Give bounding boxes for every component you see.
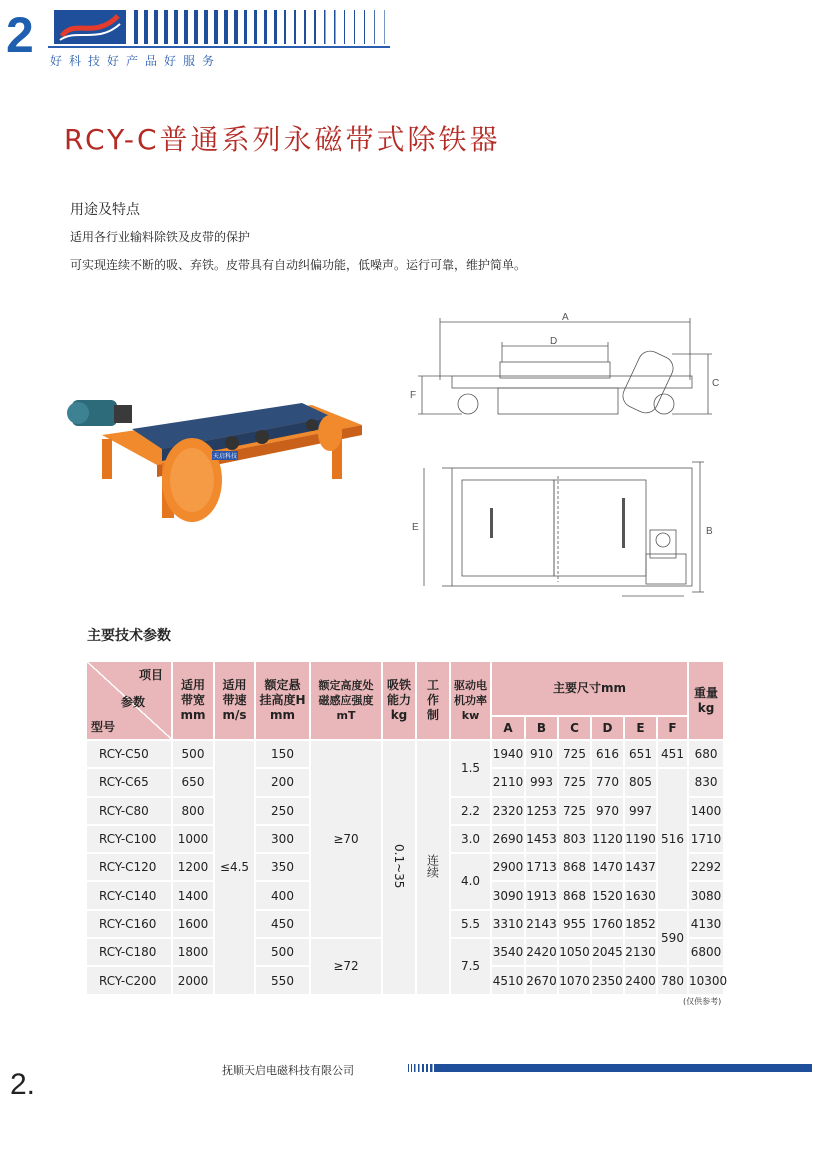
cell-c: 1070 <box>558 966 591 994</box>
table-row <box>86 740 724 768</box>
footer-page-number: 2. <box>10 1068 36 1101</box>
cell-a: 3310 <box>491 910 525 938</box>
cell-model: RCY-C50 <box>86 740 172 768</box>
dim-label-e: E <box>412 522 419 533</box>
header-dim-e: E <box>624 716 657 740</box>
header-model: 型号 <box>91 720 116 734</box>
dim-label-b: B <box>706 526 713 537</box>
cell-d: 1470 <box>591 853 624 881</box>
cell-b: 910 <box>525 740 558 768</box>
cell-motor-4: 4.0 <box>450 853 491 910</box>
cell-height: 400 <box>255 881 310 909</box>
header-dim-a: A <box>491 716 525 740</box>
cell-e: 1852 <box>624 910 657 938</box>
table-heading: 主要技术参数 <box>87 628 171 644</box>
feature-line-2: 可实现连续不断的吸、弃铁。皮带具有自动纠偏功能，低噪声。运行可靠，维护简单。 <box>70 258 527 272</box>
header-capacity: 吸铁 能力 kg <box>382 661 416 740</box>
cell-weight: 3080 <box>688 881 724 909</box>
cell-d: 970 <box>591 797 624 825</box>
cell-weight: 1710 <box>688 825 724 853</box>
cell-e: 805 <box>624 768 657 796</box>
cell-height: 550 <box>255 966 310 994</box>
dim-label-f: F <box>410 390 417 401</box>
top-view-drawing <box>402 458 727 603</box>
cell-height: 350 <box>255 853 310 881</box>
cell-work <box>416 740 450 995</box>
header-stripes <box>130 10 390 44</box>
header-slogan: 好科技好产品好服务 <box>50 54 222 68</box>
dim-label-d: D <box>550 336 558 347</box>
cell-c: 725 <box>558 797 591 825</box>
cell-e: 1630 <box>624 881 657 909</box>
cell-motor-5: 5.5 <box>450 910 491 938</box>
cell-motor-1: 1.5 <box>450 740 491 797</box>
cell-motor-6: 7.5 <box>450 938 491 995</box>
cell-d: 1520 <box>591 881 624 909</box>
cell-e: 1437 <box>624 853 657 881</box>
cell-e: 2400 <box>624 966 657 994</box>
cell-height: 250 <box>255 797 310 825</box>
cell-width: 1800 <box>172 938 214 966</box>
cell-a: 3090 <box>491 881 525 909</box>
cell-e: 1190 <box>624 825 657 853</box>
cell-model: RCY-C100 <box>86 825 172 853</box>
cell-a: 2900 <box>491 853 525 881</box>
cell-c: 725 <box>558 768 591 796</box>
cell-c: 1050 <box>558 938 591 966</box>
cell-speed: ≤4.5 <box>214 740 255 995</box>
header-belt-width: 适用 带宽 mm <box>172 661 214 740</box>
cell-a: 2110 <box>491 768 525 796</box>
cell-height: 500 <box>255 938 310 966</box>
dim-label-c: C <box>712 378 720 389</box>
cell-weight: 6800 <box>688 938 724 966</box>
photo-plate-text: 天启科技 <box>212 453 238 460</box>
header-dim-c: C <box>558 716 591 740</box>
feature-line-1: 适用各行业输料除铁及皮带的保护 <box>70 230 251 244</box>
cell-weight: 680 <box>688 740 724 768</box>
cell-b: 2143 <box>525 910 558 938</box>
header-corner <box>86 661 172 740</box>
cell-motor-2: 2.2 <box>450 797 491 825</box>
cell-width: 1200 <box>172 853 214 881</box>
company-logo <box>54 10 126 44</box>
cell-e: 2130 <box>624 938 657 966</box>
spec-table <box>85 660 728 996</box>
cell-weight: 10300 <box>688 966 724 994</box>
header-item: 项目 <box>138 668 163 682</box>
cell-weight: 2292 <box>688 853 724 881</box>
cell-width: 2000 <box>172 966 214 994</box>
cell-d: 1760 <box>591 910 624 938</box>
header-dim-d: D <box>591 716 624 740</box>
product-photo <box>62 365 372 530</box>
header-height: 额定悬 挂高度H mm <box>255 661 310 740</box>
cell-width: 1000 <box>172 825 214 853</box>
header-param: 参数 <box>121 695 146 709</box>
cell-c: 955 <box>558 910 591 938</box>
header-dim-f: F <box>657 716 688 740</box>
header-motor: 驱动电 机功率 kw <box>450 661 491 740</box>
cell-c: 868 <box>558 853 591 881</box>
cell-b: 1253 <box>525 797 558 825</box>
dim-label-a: A <box>562 312 569 323</box>
header-work: 工 作 制 <box>416 661 450 740</box>
work-text: 连续 <box>425 853 440 878</box>
cell-f-1: 451 <box>657 740 688 768</box>
cell-d: 616 <box>591 740 624 768</box>
cell-weight: 1400 <box>688 797 724 825</box>
cell-d: 770 <box>591 768 624 796</box>
header-belt-speed: 适用 带速 m/s <box>214 661 255 740</box>
cell-model: RCY-C180 <box>86 938 172 966</box>
cell-e: 651 <box>624 740 657 768</box>
cell-b: 1453 <box>525 825 558 853</box>
cell-c: 803 <box>558 825 591 853</box>
header-page-number: 2 <box>6 7 34 63</box>
page-title: RCY-C普通系列永磁带式除铁器 <box>64 123 501 156</box>
cell-f-3: 590 <box>657 910 688 967</box>
cell-height: 150 <box>255 740 310 768</box>
cell-weight: 4130 <box>688 910 724 938</box>
cell-field-1: ≥70 <box>310 740 382 938</box>
cell-width: 650 <box>172 768 214 796</box>
cell-c: 868 <box>558 881 591 909</box>
header-field: 额定高度处 磁感应强度 mT <box>310 661 382 740</box>
cell-width: 1400 <box>172 881 214 909</box>
header-dims: 主要尺寸mm <box>491 661 688 716</box>
footer-company: 抚顺天启电磁科技有限公司 <box>222 1064 354 1077</box>
cell-e: 997 <box>624 797 657 825</box>
cell-b: 1913 <box>525 881 558 909</box>
cell-c: 725 <box>558 740 591 768</box>
table-note: (仅供参考) <box>683 997 722 1006</box>
cell-d: 1120 <box>591 825 624 853</box>
cell-model: RCY-C140 <box>86 881 172 909</box>
cell-width: 500 <box>172 740 214 768</box>
capacity-text: 0.1~35 <box>392 843 406 889</box>
features-heading: 用途及特点 <box>70 202 140 218</box>
cell-a: 4510 <box>491 966 525 994</box>
cell-d: 2045 <box>591 938 624 966</box>
cell-a: 2690 <box>491 825 525 853</box>
cell-height: 300 <box>255 825 310 853</box>
cell-width: 1600 <box>172 910 214 938</box>
cell-a: 1940 <box>491 740 525 768</box>
header-weight: 重量 kg <box>688 661 724 740</box>
cell-f-2: 516 <box>657 768 688 909</box>
cell-model: RCY-C120 <box>86 853 172 881</box>
header-divider <box>48 46 390 48</box>
cell-height: 200 <box>255 768 310 796</box>
cell-weight: 830 <box>688 768 724 796</box>
cell-b: 2670 <box>525 966 558 994</box>
cell-b: 993 <box>525 768 558 796</box>
header-dim-b: B <box>525 716 558 740</box>
cell-field-2: ≥72 <box>310 938 382 995</box>
cell-a: 2320 <box>491 797 525 825</box>
cell-a: 3540 <box>491 938 525 966</box>
cell-capacity <box>382 740 416 995</box>
cell-motor-3: 3.0 <box>450 825 491 853</box>
cell-model: RCY-C80 <box>86 797 172 825</box>
front-view-drawing <box>402 310 727 432</box>
cell-width: 800 <box>172 797 214 825</box>
cell-height: 450 <box>255 910 310 938</box>
cell-model: RCY-C65 <box>86 768 172 796</box>
cell-d: 2350 <box>591 966 624 994</box>
cell-model: RCY-C160 <box>86 910 172 938</box>
cell-f-4: 780 <box>657 966 688 994</box>
cell-b: 2420 <box>525 938 558 966</box>
cell-model: RCY-C200 <box>86 966 172 994</box>
cell-b: 1713 <box>525 853 558 881</box>
footer-bar <box>408 1064 812 1072</box>
